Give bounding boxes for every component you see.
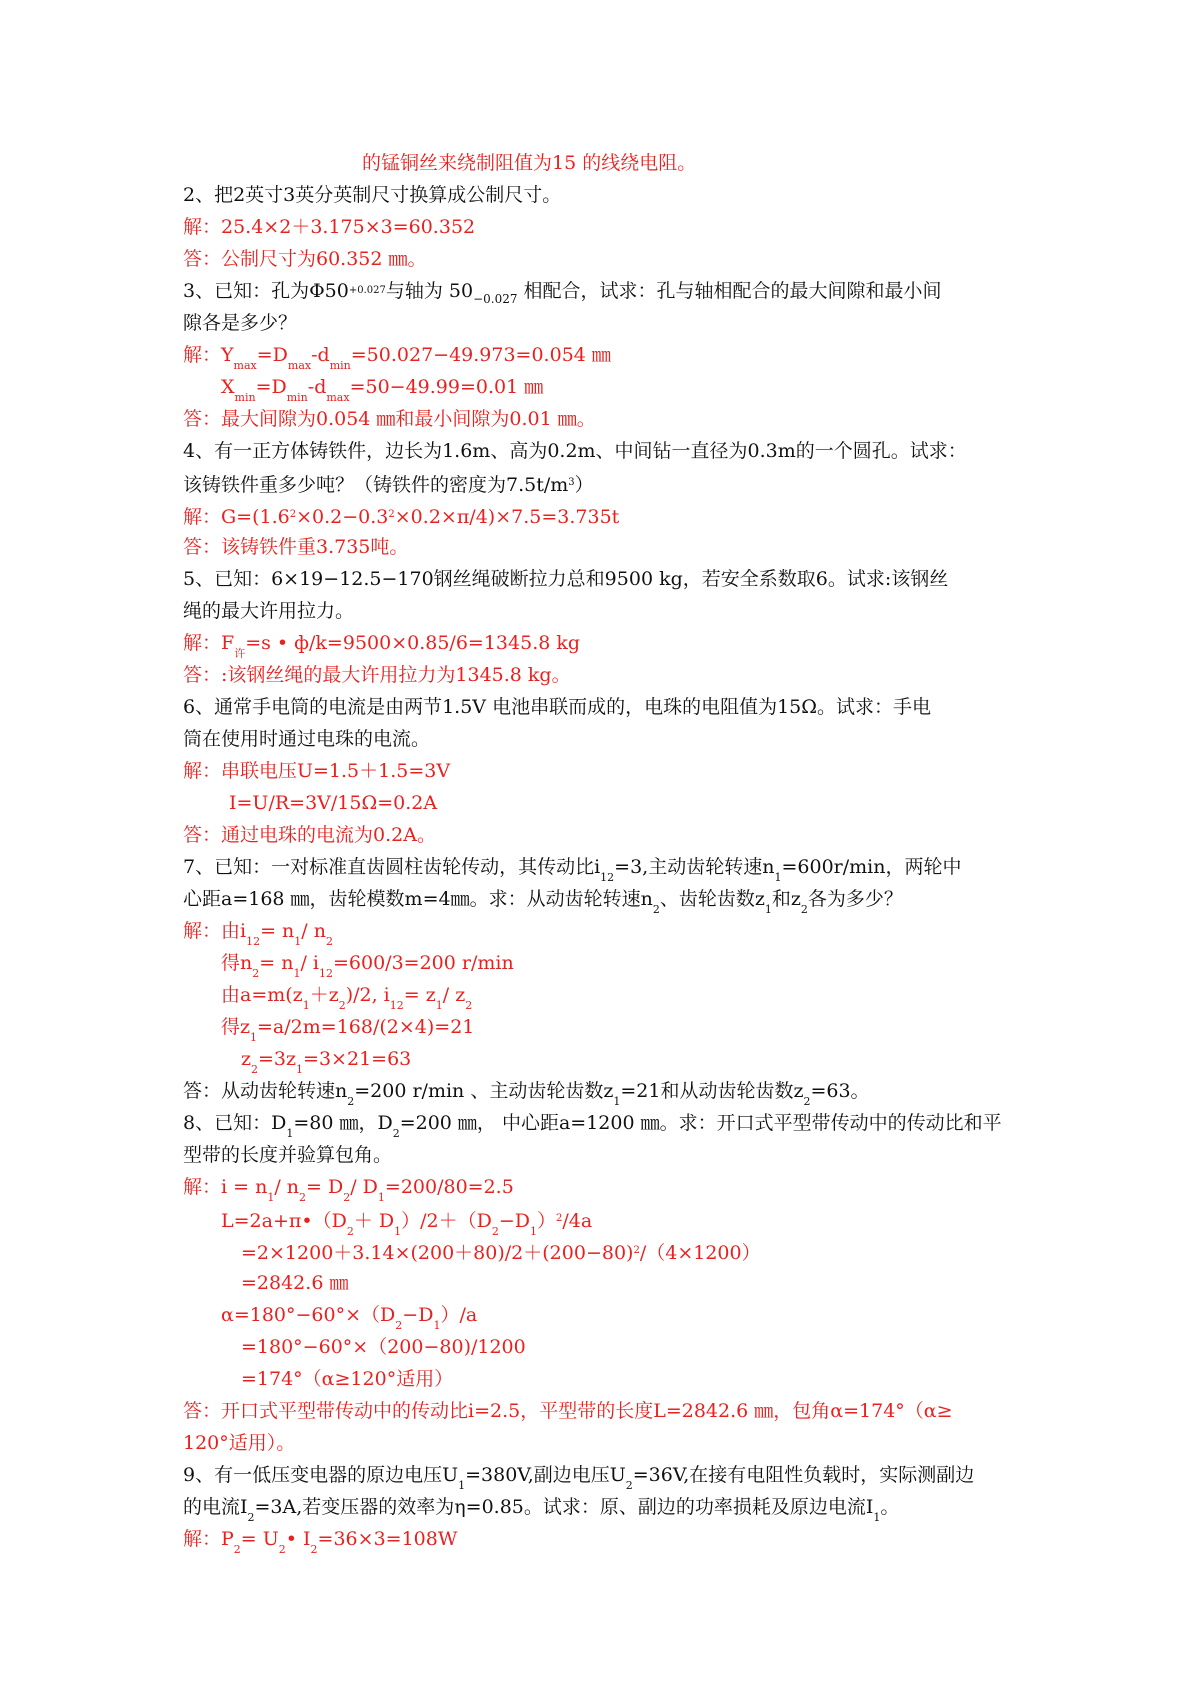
solution-6-line2: I=U/R=3V/15Ω=0.2A	[229, 792, 438, 814]
answer-7: 答：从动齿轮转速$n_2=200$ r/min 、主动齿轮齿数$z_1=21$和从动齿轮齿数$z_2=63$。	[183, 1080, 870, 1108]
text-line: 的锰铜丝来绕制阻值为15 的线绕电阻。	[362, 152, 697, 174]
question-9: 9、有一低压变电器的原边电压$U_1=380V$,副边电压$U_2=36V$,在接有电阻性负载时，实际测副边	[183, 1464, 975, 1492]
answer-3: 答：最大间隙为0.054 ㎜和最小间隙为0.01 ㎜。	[183, 408, 596, 430]
question-9-line2: 的电流$I_2=3A$,若变压器的效率为η=0.85。试求：原、副边的功率损耗及原边电流$I_1$。	[183, 1496, 900, 1524]
solution-6-line1: 解：串联电压U=1.5＋1.5=3V	[183, 760, 451, 782]
question-6-line2: 筒在使用时通过电珠的电流。	[183, 728, 431, 750]
question-5: 5、已知：6×19−12.5−170钢丝绳破断拉力总和9500 kg，若安全系数取6。试求:该钢丝	[183, 568, 949, 590]
question-4-line2: 该铸铁件重多少吨？（铸铁件的密度为$7.5t/m^3$）	[183, 474, 594, 496]
answer-4: 答：该铸铁件重3.735吨。	[183, 536, 409, 558]
answer-6: 答：通过电珠的电流为0.2A。	[183, 824, 436, 846]
solution-7-line2: 得$n_2= n_1/$ $i_{12}=600/3=200$ r/min	[221, 952, 514, 980]
question-3-line2: 隙各是多少？	[183, 312, 298, 334]
solution-7-line1: 解：由$i_{12}= n_1/$ $n_2$	[183, 920, 333, 948]
answer-2: 答：公制尺寸为60.352 ㎜。	[183, 248, 427, 270]
question-4: 4、有一正方体铸铁件，边长为1.6m、高为0.2m、中间钻一直径为0.3m的一个圆孔。试求：	[183, 440, 967, 462]
solution-5: 解：$F_许=s$ • ф/k=9500×0.85/6=1345.8 kg	[183, 632, 581, 660]
solution-8-line3: $=2\times 1200+3.14\times(200+80)/2+(200-80)^2/(4\times 1200)$	[241, 1242, 761, 1264]
question-8: 8、已知：$D_1=80$ ㎜，$D_2=200$ ㎜， 中心距a=1200 ㎜。求：开口式平型带传动中的传动比和平	[183, 1112, 1002, 1140]
answer-8-line2: 120°适用）。	[183, 1432, 296, 1454]
solution-3-line2: $X_{min}=D_{min}-d_{max}=50-49.99=0.01$ ㎜	[221, 376, 544, 404]
solution-7-line5: $z_2=3z_1=3\times 21=63$	[241, 1048, 412, 1076]
question-7: 7、已知：一对标准直齿圆柱齿轮传动，其传动比$i_{12}=3$,主动齿轮转速$n_1=600r/\min$，两轮中	[183, 856, 962, 884]
question-2: 2、把2英寸3英分英制尺寸换算成公制尺寸。	[183, 184, 562, 206]
question-5-line2: 绳的最大许用拉力。	[183, 600, 355, 622]
solution-7-line3: 由$a=m(z_1+z_2)/2$, $i_{12}= z_1/$ $z_2$	[221, 984, 473, 1012]
solution-4: 解：$G=(1.6^2\times 0.2-0.3^2\times 0.2\times\pi/4)\times 7.5=3.735t$	[183, 506, 620, 528]
question-7-line2: 心距a=168 ㎜，齿轮模数m=4㎜。求：从动齿轮转速$n_2$、齿轮齿数$z_1$和$z_2$各为多少？	[183, 888, 903, 916]
answer-5: 答：:该钢丝绳的最大许用拉力为1345.8 kg。	[183, 664, 571, 686]
solution-8-line7: =174°（α≥120°适用）	[241, 1368, 454, 1390]
solution-8-line1: 解：$i = n_1/$ $n_2= D_2/$ $D_1=200/80=2.5$	[183, 1176, 514, 1204]
solution-3-line1: 解：$Y_{max}=D_{max}-d_{min}=50.027-49.973=0.054$ ㎜	[183, 344, 611, 372]
question-6: 6、通常手电筒的电流是由两节1.5V 电池串联而成的，电珠的电阻值为15Ω。试求：手电	[183, 696, 931, 718]
solution-8-line2: $L=2a+\pi•(D_2+ D_1)/2+(D_2-D_1)^2/4a$	[221, 1210, 593, 1238]
question-8-line2: 型带的长度并验算包角。	[183, 1144, 393, 1166]
solution-2: 解：25.4×2＋3.175×3=60.352	[183, 216, 476, 238]
solution-7-line4: 得$z_1=a/2m=168/(2\times 4)=21$	[221, 1016, 475, 1044]
solution-9: 解：$P_2=$ $U_2•$ $I_2=36\times 3=108W$	[183, 1528, 458, 1556]
solution-8-line5: $\alpha=180^\circ-60^\circ\times(D_2-D_1)/a$	[221, 1304, 478, 1332]
question-3: 3、已知：孔为$\Phi 50^{+0.027}$与轴为 $50_{-0.027}$ 相配合，试求：孔与轴相配合的最大间隙和最小间	[183, 280, 942, 306]
answer-8: 答：开口式平型带传动中的传动比i=2.5，平型带的长度L=2842.6 ㎜，包角α=174°（α≥	[183, 1400, 953, 1422]
solution-8-line4: =2842.6 ㎜	[241, 1272, 349, 1294]
solution-8-line6: =180°−60°×（200−80)/1200	[241, 1336, 526, 1358]
